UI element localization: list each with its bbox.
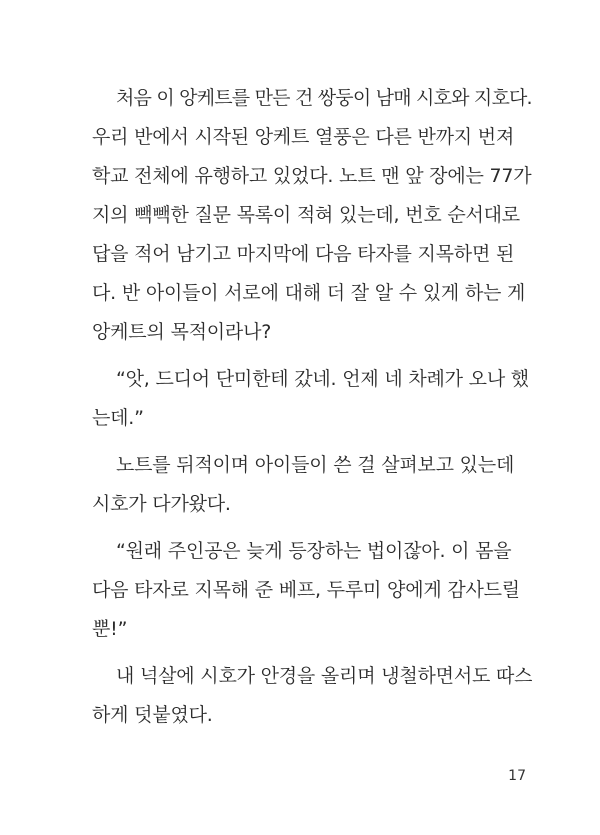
text-line: 답을 적어 남기고 마지막에 다음 타자를 지목하면 된 (92, 243, 515, 265)
text-line: 시호가 다가왔다. (92, 493, 231, 515)
text-line: 노트를 뒤적이며 아이들이 쓴 걸 살펴보고 있는데 (116, 454, 515, 476)
text-line: 지의 빽빽한 질문 목록이 적혀 있는데, 번호 순서대로 (92, 204, 520, 226)
dialogue-line: 는데.” (92, 407, 144, 429)
text-line: 학교 전체에 유행하고 있었다. 노트 맨 앞 장에는 77가 (92, 165, 532, 187)
dialogue-line: “원래 주인공은 늦게 등장하는 법이잖아. 이 몸을 (116, 540, 512, 562)
text-line: 우리 반에서 시작된 앙케트 열풍은 다른 반까지 번져 (92, 126, 515, 148)
dialogue-line: 뿐!” (92, 618, 128, 640)
page-number: 17 (508, 768, 526, 784)
text-line: 내 넉살에 시호가 안경을 올리며 냉철하면서도 따스 (116, 665, 533, 687)
dialogue-line: 다음 타자로 지목해 준 베프, 두루미 양에게 감사드릴 (92, 579, 520, 601)
text-line: 다. 반 아이들이 서로에 대해 더 잘 알 수 있게 하는 게 (92, 282, 526, 304)
text-line: 처음 이 앙케트를 만든 건 쌍둥이 남매 시호와 지호다. (116, 87, 532, 109)
text-line: 앙케트의 목적이라나? (92, 321, 272, 343)
text-line: 하게 덧붙였다. (92, 704, 213, 726)
dialogue-line: “앗, 드디어 단미한테 갔네. 언제 네 차례가 오나 했 (116, 368, 529, 390)
